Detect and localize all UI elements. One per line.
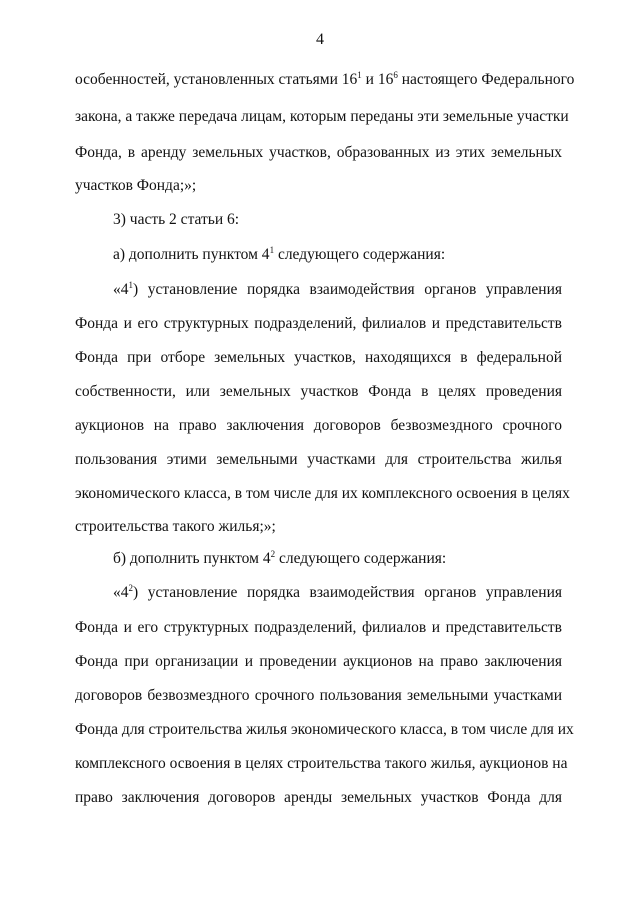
text-segment: ) установление порядка взаимодействия органов управления [133,281,562,298]
text-segment: и 16 [361,71,394,88]
text-line [113,549,446,569]
text-line [113,210,239,230]
superscript: 1 [128,279,133,290]
text-segment: особенностей, установленных статьями 16 [75,71,358,88]
text-segment: ) установление порядка взаимодействия органов управления [133,584,562,601]
text-segment: настоящего Федерального [397,71,575,88]
text-line [75,143,562,163]
text-line [75,176,196,196]
text-line [75,382,562,402]
text-line [113,280,562,300]
text-line [75,686,562,706]
text-segment: а) дополнить пунктом 4 [113,246,270,263]
text-segment: Фонда и его структурных подразделений, филиалов и представительств [75,315,562,332]
text-segment: пользования этими земельными участками для строительства жилья [75,451,562,468]
text-segment: закона, а также передача лицам, которым переданы эти земельные участки [75,108,569,125]
text-segment: Фонда при отборе земельных участков, находящихся в федеральной [75,349,562,366]
text-line [75,450,562,470]
text-segment: аукционов на право заключения договоров безвозмездного срочного [75,417,562,434]
text-line [75,788,562,808]
text-line [75,618,562,638]
superscript: 2 [128,582,133,593]
text-line [75,720,574,740]
text-segment: б) дополнить пунктом 4 [113,550,271,567]
text-segment: Фонда для строительства жилья экономического класса, в том числе для их [75,721,574,738]
text-line [113,583,562,603]
text-segment: право заключения договоров аренды земельных участков Фонда для [75,789,562,806]
text-segment: договоров безвозмездного срочного пользования земельными участками [75,687,562,704]
text-segment: строительства такого жилья;»; [75,518,276,535]
text-line [75,314,562,334]
text-segment: Фонда при организации и проведении аукционов на право заключения [75,653,562,670]
text-segment: комплексного освоения в целях строительства такого жилья, аукционов на [75,755,568,772]
text-line [75,517,276,537]
superscript: 6 [393,69,398,80]
superscript: 2 [270,548,276,559]
text-segment: «4 [113,281,129,298]
text-segment: 3) часть 2 статьи 6: [113,211,240,228]
text-segment: Фонда и его структурных подразделений, филиалов и представительств [75,619,562,636]
text-segment: собственности, или земельных участков Фонда в целях проведения [75,383,562,400]
text-line [75,754,568,774]
page-number: 4 [316,31,324,48]
text-line [75,416,562,436]
text-line [75,107,569,127]
text-line [75,69,575,90]
text-segment: экономического класса, в том числе для их комплексного освоения в целях [75,485,570,502]
text-segment: следующего содержания: [275,550,447,567]
text-line [75,652,562,672]
text-segment: Фонда, в аренду земельных участков, образованных из этих земельных [75,144,562,161]
superscript: 1 [269,244,275,255]
text-line [113,245,445,265]
text-segment: «4 [113,584,129,601]
text-line [75,484,570,504]
text-segment: участков Фонда;»; [75,177,197,194]
superscript: 1 [357,69,362,80]
text-segment: следующего содержания: [274,246,446,263]
text-line [75,348,562,368]
